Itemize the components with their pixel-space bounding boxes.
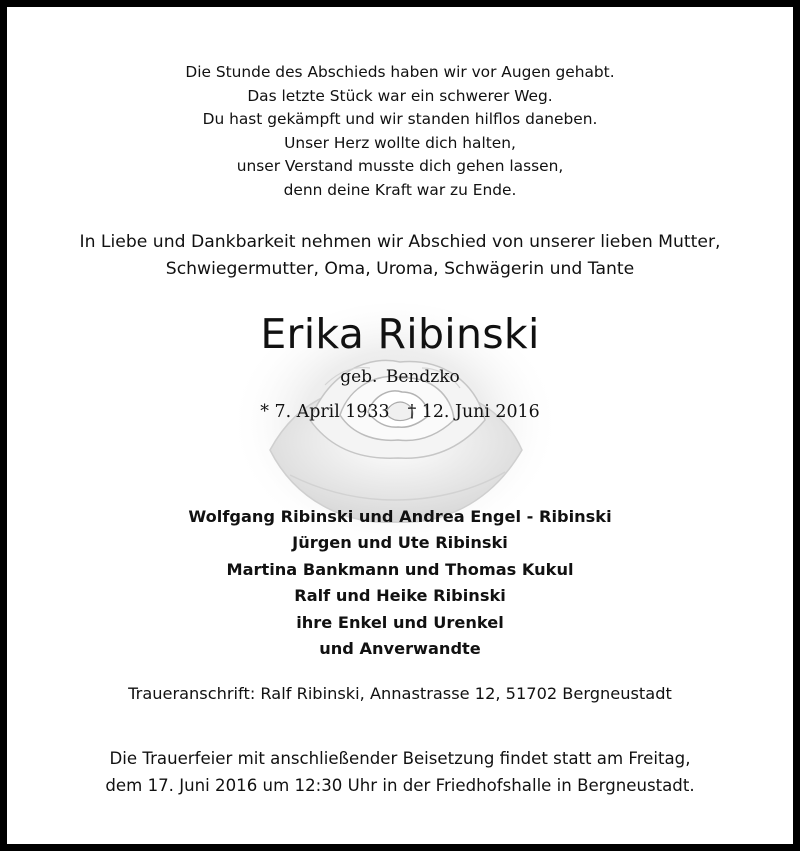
poem-line: Unser Herz wollte dich halten, <box>284 133 516 152</box>
poem <box>0 61 800 203</box>
poem-line: unser Verstand musste dich gehen lassen, <box>236 157 564 176</box>
intro-line: Schwiegermutter, Oma, Uroma, Schwägerin und Tante <box>165 258 635 279</box>
funeral-info <box>0 746 800 799</box>
intro-line: In Liebe und Dankbarkeit nehmen wir Abschied von unserer lieben Mutter, <box>79 232 721 252</box>
intro-text <box>0 229 800 282</box>
funeral-info-line: dem 17. Juni 2016 um 12:30 Uhr in der Friedhofshalle in Bergneustadt. <box>105 775 695 795</box>
poem-line: Du hast gekämpft und wir standen hilflos daneben. <box>202 110 598 129</box>
deceased-name: Erika Ribinski <box>260 310 540 358</box>
mourner-line: und Anverwandte <box>319 639 481 659</box>
life-dates <box>0 400 800 424</box>
death-date: † 12. Juni 2016 <box>407 402 540 422</box>
mourner-line: Ralf und Heike Ribinski <box>294 586 506 606</box>
poem-line: denn deine Kraft war zu Ende. <box>283 180 517 199</box>
mourner-line: Wolfgang Ribinski und Andrea Engel - Ribinski <box>188 507 612 526</box>
mourning-address: Traueranschrift: Ralf Ribinski, Annastrasse 12, 51702 Bergneustadt <box>128 684 672 703</box>
maiden-name: geb. Bendzko <box>340 367 460 387</box>
funeral-info-line: Die Trauerfeier mit anschließender Beisetzung findet statt am Freitag, <box>109 749 691 768</box>
birth-date: * 7. April 1933 <box>260 402 390 422</box>
mourner-line: Jürgen und Ute Ribinski <box>292 533 508 553</box>
mourner-line: Martina Bankmann und Thomas Kukul <box>226 559 574 579</box>
mourner-line: ihre Enkel und Urenkel <box>296 612 504 632</box>
mourners-list <box>0 504 800 662</box>
poem-line: Das letzte Stück war ein schwerer Weg. <box>247 86 553 105</box>
poem-line: Die Stunde des Abschieds haben wir vor Augen gehabt. <box>185 63 615 81</box>
